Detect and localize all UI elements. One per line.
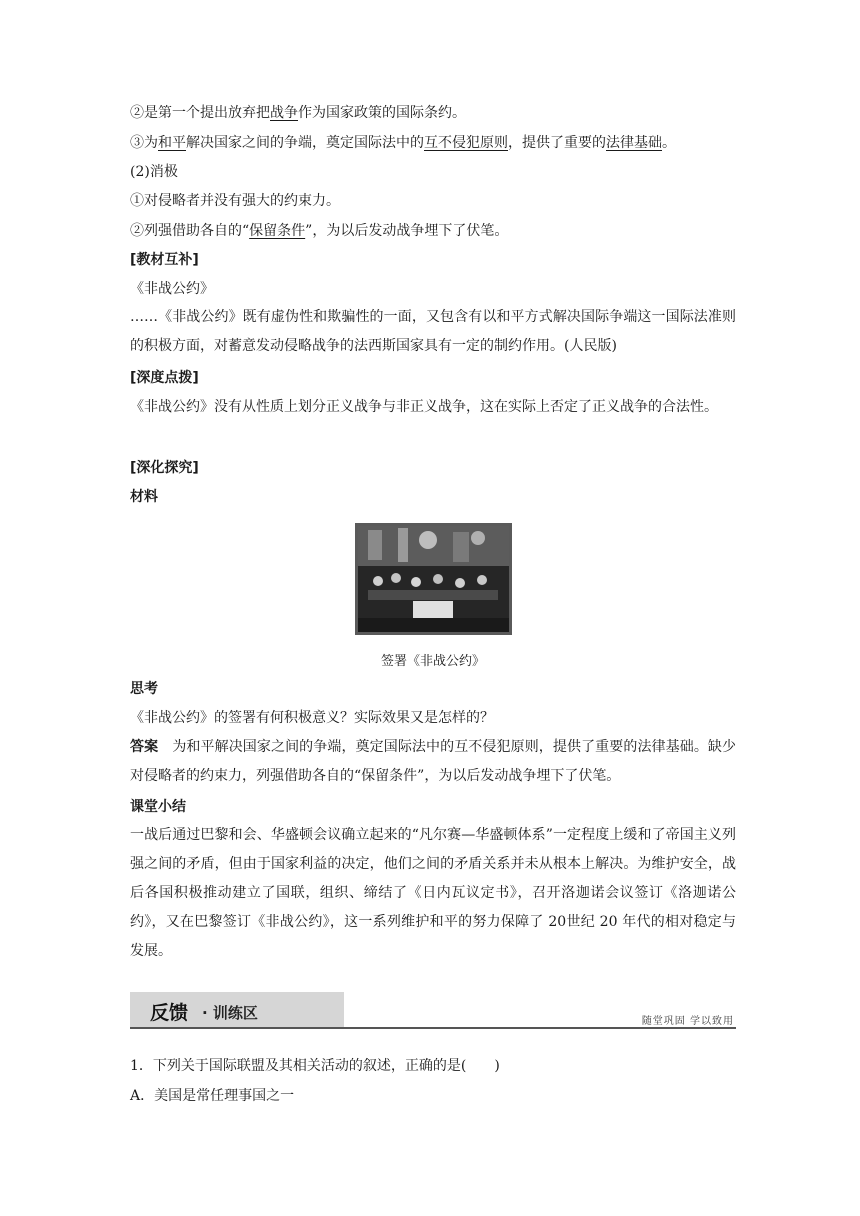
banner-tagline: 随堂巩固 学以致用	[641, 1016, 734, 1027]
text-span: 作为国家政策的国际条约。	[298, 105, 466, 121]
text-span: ”，为以后发动战争埋下了伏笔。	[305, 223, 509, 239]
text-line	[130, 103, 466, 123]
text-span: ③为	[130, 135, 158, 151]
section-heading-depth: [深度点拨]	[130, 370, 199, 386]
summary-heading: 课堂小结	[130, 799, 186, 815]
subheading-negative: (2)消极	[130, 164, 178, 180]
section-heading-explore: [深化探究]	[130, 460, 199, 476]
banner-subtitle: · 训练区	[202, 1004, 258, 1022]
text-span: ，提供了重要的	[508, 135, 606, 151]
think-label: 思考	[130, 681, 158, 697]
text-line	[130, 221, 508, 241]
text-span: 解决国家之间的争端，奠定国际法中的	[186, 135, 424, 151]
textbook-body: ……《非战公约》既有虚伪性和欺骗性的一面，又包含有以和平方式解决国际争端这一国际法准则的积极方面，对蓄意发动侵略战争的法西斯国家具有一定的制约作用。(人民版)	[130, 309, 736, 354]
photo-caption: 签署《非战公约》	[380, 654, 485, 669]
underlined-term: 和平	[158, 135, 186, 151]
underlined-term: 战争	[270, 105, 298, 121]
text-span: 。	[662, 135, 676, 151]
material-label: 材料	[130, 489, 158, 505]
underlined-term: 保留条件	[249, 223, 306, 239]
answer-block	[130, 733, 736, 791]
text-line	[130, 133, 676, 153]
depth-body: 《非战公约》没有从性质上划分正义战争与非正义战争，这在实际上否定了正义战争的合法性。	[130, 399, 718, 415]
banner-title: 反馈	[150, 1002, 189, 1024]
think-question: 《非战公约》的签署有何积极意义？实际效果又是怎样的？	[130, 710, 494, 726]
underlined-term: 互不侵犯原则	[424, 135, 508, 151]
answer-text: 为和平解决国家之间的争端，奠定国际法中的互不侵犯原则，提供了重要的法律基础。缺少对侵略者的约束力，列强借助各自的“保留条件”，为以后发动战争埋下了伏笔。	[130, 739, 737, 784]
exercise-question-1: 1．下列关于国际联盟及其相关活动的叙述，正确的是( )	[130, 1058, 500, 1074]
banner-divider	[130, 1027, 736, 1029]
feedback-banner	[130, 992, 736, 1028]
text-line: ①对侵略者并没有强大的约束力。	[130, 193, 340, 209]
text-span: ②是第一个提出放弃把	[130, 105, 270, 121]
textbook-title: 《非战公约》	[130, 281, 214, 297]
answer-label: 答案	[130, 739, 159, 755]
underlined-term: 法律基础	[606, 135, 662, 151]
summary-body: 一战后通过巴黎和会、华盛顿会议确立起来的“凡尔赛—华盛顿体系”一定程度上缓和了帝国主义列强之间的矛盾，但由于国家利益的决定，他们之间的矛盾关系并未从根本上解决。为维护安全，战后各国积极推动建立了国联，组织、缔结了《日内瓦议定书》，召开洛迦诺会议签订《洛迦诺公约》，又在巴黎签订《非战公约》，这一系列维护和平的努力保障了 20世纪 20 年代的相对稳定与发展。	[130, 827, 736, 959]
section-heading-textbook: [教材互补]	[130, 252, 199, 268]
exercise-option-a: A．美国是常任理事国之一	[130, 1088, 295, 1104]
photo-signing-ceremony	[355, 523, 512, 635]
text-span: ②列强借助各自的“	[130, 223, 250, 239]
